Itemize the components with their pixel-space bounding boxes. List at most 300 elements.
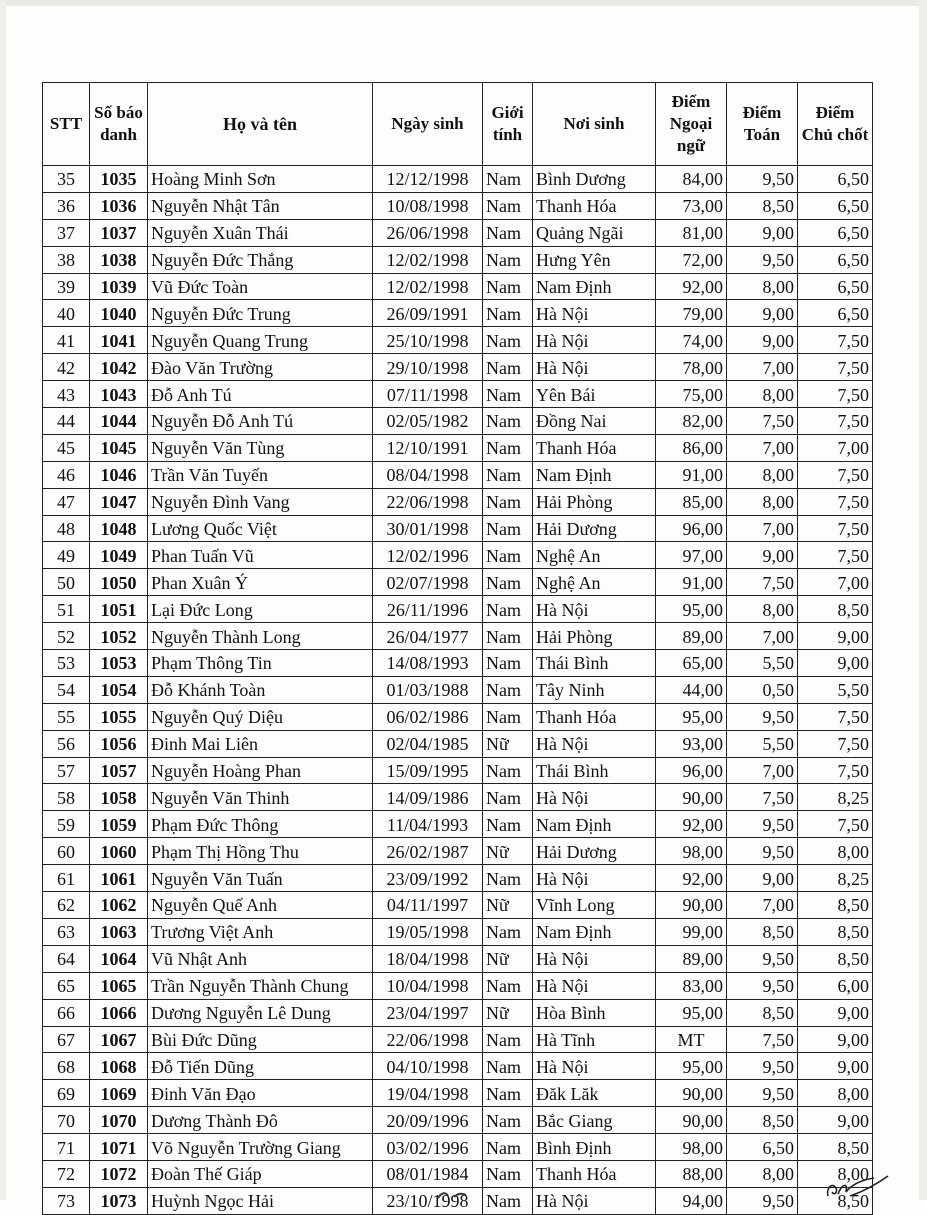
cell-sbd: 1039 (90, 273, 148, 300)
cell-math-score: 8,50 (727, 918, 798, 945)
table-row (43, 1107, 873, 1134)
cell-foreign-score: 79,00 (656, 300, 727, 327)
cell-dob: 07/11/1998 (373, 381, 483, 408)
cell-dob: 12/12/1998 (373, 166, 483, 193)
scan-edge-left (0, 0, 6, 1200)
cell-foreign-score: 78,00 (656, 354, 727, 381)
cell-foreign-score: 95,00 (656, 703, 727, 730)
cell-dob: 26/11/1996 (373, 596, 483, 623)
cell-sex: Nam (483, 865, 533, 892)
table-row (43, 461, 873, 488)
cell-foreign-score: 92,00 (656, 865, 727, 892)
cell-foreign-score: 81,00 (656, 219, 727, 246)
cell-place: Hà Nội (533, 327, 656, 354)
cell-name: Nguyễn Đức Thắng (148, 246, 373, 273)
cell-sex: Nam (483, 676, 533, 703)
cell-sex: Nam (483, 569, 533, 596)
cell-stt: 46 (43, 461, 90, 488)
cell-dob: 26/06/1998 (373, 219, 483, 246)
table-row (43, 381, 873, 408)
table-row (43, 434, 873, 461)
cell-place: Bắc Giang (533, 1107, 656, 1134)
cell-sex: Nam (483, 488, 533, 515)
cell-sex: Nam (483, 300, 533, 327)
table-row (43, 192, 873, 219)
table-row (43, 246, 873, 273)
cell-stt: 59 (43, 811, 90, 838)
cell-foreign-score: MT (656, 1026, 727, 1053)
cell-math-score: 9,50 (727, 1187, 798, 1214)
cell-name: Phan Tuấn Vũ (148, 542, 373, 569)
cell-place: Đồng Nai (533, 408, 656, 435)
cell-key-score: 7,50 (798, 381, 873, 408)
cell-sex: Nữ (483, 730, 533, 757)
cell-math-score: 7,00 (727, 434, 798, 461)
cell-key-score: 6,50 (798, 166, 873, 193)
cell-math-score: 7,00 (727, 892, 798, 919)
cell-math-score: 9,50 (727, 1080, 798, 1107)
cell-math-score: 5,50 (727, 730, 798, 757)
header-key-score: Điểm Chủ chốt (798, 83, 873, 166)
cell-math-score: 9,50 (727, 166, 798, 193)
cell-sex: Nam (483, 246, 533, 273)
cell-stt: 42 (43, 354, 90, 381)
cell-name: Đinh Văn Đạo (148, 1080, 373, 1107)
cell-stt: 62 (43, 892, 90, 919)
cell-stt: 48 (43, 515, 90, 542)
cell-math-score: 9,50 (727, 972, 798, 999)
cell-key-score: 8,00 (798, 1080, 873, 1107)
table-row (43, 757, 873, 784)
cell-sbd: 1059 (90, 811, 148, 838)
cell-foreign-score: 90,00 (656, 892, 727, 919)
cell-key-score: 7,50 (798, 327, 873, 354)
cell-place: Thái Bình (533, 650, 656, 677)
cell-place: Hà Nội (533, 972, 656, 999)
cell-sex: Nam (483, 434, 533, 461)
cell-name: Nguyễn Đỗ Anh Tú (148, 408, 373, 435)
cell-stt: 60 (43, 838, 90, 865)
cell-sbd: 1071 (90, 1134, 148, 1161)
cell-name: Nguyễn Văn Thinh (148, 784, 373, 811)
cell-key-score: 8,50 (798, 1187, 873, 1214)
cell-sex: Nam (483, 1160, 533, 1187)
cell-place: Nghệ An (533, 542, 656, 569)
cell-sbd: 1041 (90, 327, 148, 354)
cell-sbd: 1036 (90, 192, 148, 219)
cell-name: Nguyễn Quế Anh (148, 892, 373, 919)
cell-dob: 06/02/1986 (373, 703, 483, 730)
cell-dob: 19/05/1998 (373, 918, 483, 945)
cell-stt: 73 (43, 1187, 90, 1214)
cell-sex: Nam (483, 192, 533, 219)
cell-stt: 44 (43, 408, 90, 435)
cell-key-score: 7,50 (798, 408, 873, 435)
cell-foreign-score: 91,00 (656, 569, 727, 596)
cell-math-score: 9,00 (727, 300, 798, 327)
cell-dob: 12/10/1991 (373, 434, 483, 461)
cell-sbd: 1072 (90, 1160, 148, 1187)
cell-sbd: 1042 (90, 354, 148, 381)
cell-name: Đỗ Anh Tú (148, 381, 373, 408)
cell-place: Hà Nội (533, 784, 656, 811)
cell-dob: 26/04/1977 (373, 623, 483, 650)
cell-name: Lại Đức Long (148, 596, 373, 623)
cell-sbd: 1060 (90, 838, 148, 865)
cell-sex: Nữ (483, 999, 533, 1026)
cell-sex: Nữ (483, 838, 533, 865)
cell-math-score: 9,50 (727, 838, 798, 865)
cell-name: Vũ Đức Toàn (148, 273, 373, 300)
cell-name: Nguyễn Đình Vang (148, 488, 373, 515)
signature-mark (822, 1174, 892, 1200)
cell-place: Thanh Hóa (533, 1160, 656, 1187)
cell-stt: 40 (43, 300, 90, 327)
header-math-score: Điểm Toán (727, 83, 798, 166)
cell-dob: 23/10/1998 (373, 1187, 483, 1214)
cell-name: Nguyễn Văn Tuấn (148, 865, 373, 892)
table-row (43, 945, 873, 972)
cell-name: Đinh Mai Liên (148, 730, 373, 757)
cell-sex: Nam (483, 596, 533, 623)
cell-key-score: 6,50 (798, 273, 873, 300)
cell-key-score: 9,00 (798, 999, 873, 1026)
cell-sbd: 1038 (90, 246, 148, 273)
cell-place: Quảng Ngãi (533, 219, 656, 246)
cell-place: Hải Dương (533, 838, 656, 865)
cell-sex: Nam (483, 1134, 533, 1161)
cell-foreign-score: 86,00 (656, 434, 727, 461)
scan-edge-right (919, 0, 927, 1200)
cell-math-score: 8,00 (727, 1160, 798, 1187)
cell-foreign-score: 44,00 (656, 676, 727, 703)
cell-foreign-score: 95,00 (656, 999, 727, 1026)
cell-name: Hoàng Minh Sơn (148, 166, 373, 193)
cell-sbd: 1045 (90, 434, 148, 461)
cell-place: Nam Định (533, 918, 656, 945)
cell-sbd: 1055 (90, 703, 148, 730)
cell-dob: 08/04/1998 (373, 461, 483, 488)
cell-sbd: 1051 (90, 596, 148, 623)
cell-math-score: 8,50 (727, 1107, 798, 1134)
cell-name: Vũ Nhật Anh (148, 945, 373, 972)
cell-math-score: 7,00 (727, 757, 798, 784)
table-row (43, 811, 873, 838)
cell-foreign-score: 65,00 (656, 650, 727, 677)
cell-sex: Nữ (483, 945, 533, 972)
cell-foreign-score: 90,00 (656, 784, 727, 811)
cell-name: Trương Việt Anh (148, 918, 373, 945)
cell-name: Nguyễn Văn Tùng (148, 434, 373, 461)
table-body (43, 166, 873, 1215)
cell-dob: 15/09/1995 (373, 757, 483, 784)
cell-math-score: 8,00 (727, 488, 798, 515)
cell-stt: 54 (43, 676, 90, 703)
cell-place: Hà Nội (533, 1187, 656, 1214)
cell-key-score: 6,50 (798, 192, 873, 219)
cell-name: Đào Văn Trường (148, 354, 373, 381)
table-row (43, 650, 873, 677)
cell-stt: 56 (43, 730, 90, 757)
cell-sex: Nam (483, 972, 533, 999)
cell-foreign-score: 92,00 (656, 811, 727, 838)
cell-dob: 14/08/1993 (373, 650, 483, 677)
cell-key-score: 8,50 (798, 1134, 873, 1161)
cell-stt: 63 (43, 918, 90, 945)
cell-stt: 50 (43, 569, 90, 596)
cell-foreign-score: 74,00 (656, 327, 727, 354)
cell-math-score: 7,00 (727, 623, 798, 650)
table-row (43, 515, 873, 542)
cell-foreign-score: 89,00 (656, 945, 727, 972)
table-row (43, 327, 873, 354)
cell-sex: Nam (483, 811, 533, 838)
cell-name: Nguyễn Nhật Tân (148, 192, 373, 219)
cell-dob: 04/10/1998 (373, 1053, 483, 1080)
cell-dob: 26/09/1991 (373, 300, 483, 327)
cell-name: Phạm Đức Thông (148, 811, 373, 838)
header-foreign-score: Điểm Ngoại ngữ (656, 83, 727, 166)
cell-sbd: 1054 (90, 676, 148, 703)
cell-key-score: 7,50 (798, 703, 873, 730)
cell-foreign-score: 98,00 (656, 838, 727, 865)
cell-sex: Nam (483, 461, 533, 488)
cell-foreign-score: 85,00 (656, 488, 727, 515)
cell-place: Nghệ An (533, 569, 656, 596)
cell-stt: 57 (43, 757, 90, 784)
cell-foreign-score: 83,00 (656, 972, 727, 999)
cell-sbd: 1043 (90, 381, 148, 408)
cell-key-score: 7,00 (798, 569, 873, 596)
cell-math-score: 7,00 (727, 354, 798, 381)
cell-place: Hà Nội (533, 354, 656, 381)
cell-foreign-score: 89,00 (656, 623, 727, 650)
cell-dob: 22/06/1998 (373, 1026, 483, 1053)
cell-place: Bình Định (533, 1134, 656, 1161)
cell-dob: 20/09/1996 (373, 1107, 483, 1134)
table-row (43, 972, 873, 999)
cell-foreign-score: 94,00 (656, 1187, 727, 1214)
cell-foreign-score: 90,00 (656, 1107, 727, 1134)
cell-place: Nam Định (533, 461, 656, 488)
cell-sbd: 1065 (90, 972, 148, 999)
cell-math-score: 9,50 (727, 811, 798, 838)
cell-sex: Nam (483, 408, 533, 435)
cell-key-score: 9,00 (798, 1107, 873, 1134)
cell-stt: 69 (43, 1080, 90, 1107)
cell-dob: 19/04/1998 (373, 1080, 483, 1107)
cell-name: Trần Văn Tuyến (148, 461, 373, 488)
cell-foreign-score: 75,00 (656, 381, 727, 408)
cell-sbd: 1047 (90, 488, 148, 515)
cell-key-score: 6,50 (798, 300, 873, 327)
cell-math-score: 6,50 (727, 1134, 798, 1161)
cell-name: Bùi Đức Dũng (148, 1026, 373, 1053)
cell-key-score: 8,50 (798, 945, 873, 972)
cell-foreign-score: 96,00 (656, 515, 727, 542)
cell-name: Nguyễn Thành Long (148, 623, 373, 650)
cell-sbd: 1052 (90, 623, 148, 650)
table-row (43, 918, 873, 945)
cell-place: Đăk Lăk (533, 1080, 656, 1107)
cell-sbd: 1067 (90, 1026, 148, 1053)
table-row (43, 892, 873, 919)
cell-stt: 53 (43, 650, 90, 677)
table-row (43, 542, 873, 569)
cell-place: Hà Nội (533, 945, 656, 972)
table-row (43, 838, 873, 865)
table-row (43, 354, 873, 381)
cell-place: Hà Nội (533, 1053, 656, 1080)
cell-sex: Nam (483, 1080, 533, 1107)
cell-math-score: 7,50 (727, 784, 798, 811)
cell-key-score: 6,50 (798, 246, 873, 273)
cell-key-score: 7,50 (798, 354, 873, 381)
cell-name: Nguyễn Hoàng Phan (148, 757, 373, 784)
cell-place: Yên Bái (533, 381, 656, 408)
cell-sbd: 1063 (90, 918, 148, 945)
table-row (43, 1160, 873, 1187)
cell-place: Hà Nội (533, 596, 656, 623)
cell-place: Hà Nội (533, 865, 656, 892)
cell-math-score: 8,00 (727, 596, 798, 623)
cell-stt: 72 (43, 1160, 90, 1187)
cell-stt: 68 (43, 1053, 90, 1080)
cell-name: Nguyễn Xuân Thái (148, 219, 373, 246)
cell-sex: Nam (483, 327, 533, 354)
cell-math-score: 9,50 (727, 703, 798, 730)
table-row (43, 784, 873, 811)
cell-place: Nam Định (533, 273, 656, 300)
cell-stt: 67 (43, 1026, 90, 1053)
cell-math-score: 7,50 (727, 408, 798, 435)
table-row (43, 219, 873, 246)
cell-dob: 02/07/1998 (373, 569, 483, 596)
cell-math-score: 8,00 (727, 381, 798, 408)
cell-key-score: 6,50 (798, 219, 873, 246)
cell-stt: 61 (43, 865, 90, 892)
table-row (43, 596, 873, 623)
cell-dob: 03/02/1996 (373, 1134, 483, 1161)
cell-sbd: 1037 (90, 219, 148, 246)
cell-sbd: 1035 (90, 166, 148, 193)
cell-dob: 12/02/1996 (373, 542, 483, 569)
table-row (43, 999, 873, 1026)
cell-stt: 71 (43, 1134, 90, 1161)
cell-sex: Nữ (483, 892, 533, 919)
cell-dob: 02/04/1985 (373, 730, 483, 757)
cell-sex: Nam (483, 623, 533, 650)
cell-name: Trần Nguyễn Thành Chung (148, 972, 373, 999)
cell-math-score: 9,00 (727, 327, 798, 354)
cell-foreign-score: 95,00 (656, 1053, 727, 1080)
cell-foreign-score: 91,00 (656, 461, 727, 488)
header-place: Nơi sinh (533, 83, 656, 166)
cell-dob: 04/11/1997 (373, 892, 483, 919)
cell-dob: 25/10/1998 (373, 327, 483, 354)
cell-name: Nguyễn Quang Trung (148, 327, 373, 354)
cell-foreign-score: 82,00 (656, 408, 727, 435)
cell-key-score: 9,00 (798, 623, 873, 650)
header-name: Họ và tên (148, 83, 373, 166)
page-number-mark (434, 1186, 474, 1200)
header-dob: Ngày sinh (373, 83, 483, 166)
cell-stt: 36 (43, 192, 90, 219)
cell-sbd: 1058 (90, 784, 148, 811)
cell-sex: Nam (483, 1026, 533, 1053)
cell-sex: Nam (483, 219, 533, 246)
score-table (42, 82, 873, 1215)
table-row (43, 408, 873, 435)
table-row (43, 1134, 873, 1161)
cell-dob: 01/03/1988 (373, 676, 483, 703)
cell-sbd: 1068 (90, 1053, 148, 1080)
cell-key-score: 7,50 (798, 757, 873, 784)
cell-name: Nguyễn Quý Diệu (148, 703, 373, 730)
cell-sex: Nam (483, 1053, 533, 1080)
table-row (43, 569, 873, 596)
header-sex: Giới tính (483, 83, 533, 166)
cell-name: Võ Nguyễn Trường Giang (148, 1134, 373, 1161)
cell-foreign-score: 88,00 (656, 1160, 727, 1187)
cell-sbd: 1062 (90, 892, 148, 919)
cell-sbd: 1069 (90, 1080, 148, 1107)
cell-sbd: 1066 (90, 999, 148, 1026)
cell-sbd: 1057 (90, 757, 148, 784)
cell-sex: Nam (483, 757, 533, 784)
cell-dob: 22/06/1998 (373, 488, 483, 515)
cell-sex: Nam (483, 354, 533, 381)
table-row (43, 865, 873, 892)
cell-key-score: 8,50 (798, 892, 873, 919)
cell-sbd: 1049 (90, 542, 148, 569)
cell-dob: 12/02/1998 (373, 246, 483, 273)
cell-math-score: 9,50 (727, 945, 798, 972)
cell-stt: 55 (43, 703, 90, 730)
cell-stt: 66 (43, 999, 90, 1026)
cell-stt: 58 (43, 784, 90, 811)
cell-math-score: 9,00 (727, 219, 798, 246)
table-row (43, 1053, 873, 1080)
cell-foreign-score: 93,00 (656, 730, 727, 757)
cell-sex: Nam (483, 703, 533, 730)
cell-name: Đỗ Tiến Dũng (148, 1053, 373, 1080)
cell-place: Hà Nội (533, 300, 656, 327)
cell-place: Hải Dương (533, 515, 656, 542)
cell-math-score: 9,00 (727, 542, 798, 569)
table-row (43, 1026, 873, 1053)
cell-sex: Nam (483, 166, 533, 193)
cell-dob: 23/04/1997 (373, 999, 483, 1026)
cell-key-score: 7,50 (798, 730, 873, 757)
cell-foreign-score: 99,00 (656, 918, 727, 945)
cell-math-score: 8,50 (727, 192, 798, 219)
cell-place: Hưng Yên (533, 246, 656, 273)
cell-sbd: 1044 (90, 408, 148, 435)
cell-math-score: 8,50 (727, 999, 798, 1026)
cell-math-score: 0,50 (727, 676, 798, 703)
cell-sbd: 1048 (90, 515, 148, 542)
scan-edge-top (0, 0, 927, 6)
cell-foreign-score: 97,00 (656, 542, 727, 569)
cell-place: Nam Định (533, 811, 656, 838)
cell-place: Thanh Hóa (533, 703, 656, 730)
cell-name: Dương Nguyễn Lê Dung (148, 999, 373, 1026)
table-row (43, 300, 873, 327)
cell-stt: 70 (43, 1107, 90, 1134)
cell-key-score: 7,00 (798, 434, 873, 461)
table-row (43, 1080, 873, 1107)
